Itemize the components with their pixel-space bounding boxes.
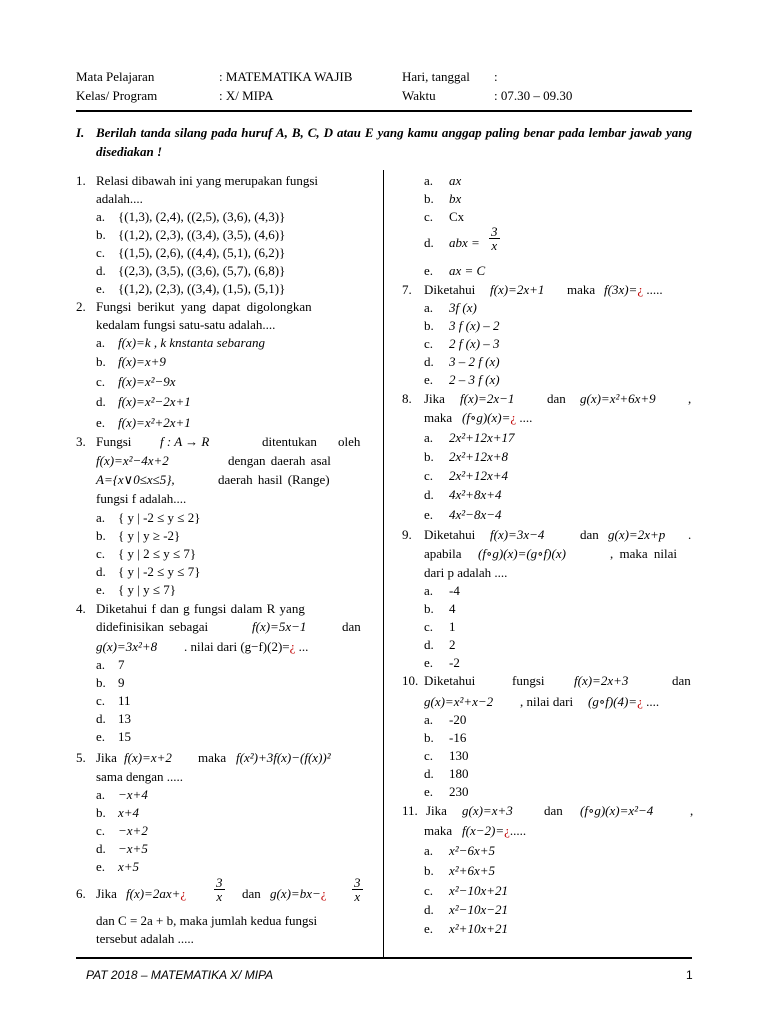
- question-math: f(x)=2x+3: [574, 673, 629, 688]
- question-text: dengan daerah asal: [228, 453, 331, 468]
- question-text: , nilai dari: [520, 694, 574, 709]
- question-text: .: [688, 527, 692, 542]
- question-stem: kedalam fungsi satu-satu adalah....: [96, 317, 276, 332]
- question-text: dan: [547, 391, 566, 406]
- subject-value: : MATEMATIKA WAJIB: [219, 69, 353, 84]
- fraction: $\frac{3}{x}$: [491, 224, 498, 253]
- instruction-number: I.: [76, 125, 85, 140]
- question-text: sama dengan .....: [96, 769, 184, 784]
- question-text: Jika: [426, 803, 447, 818]
- question-text: apabila: [424, 546, 462, 561]
- question-text: dan: [672, 673, 691, 688]
- question-text: Fungsi: [96, 434, 132, 449]
- question-text: . nilai dari (g−f)(2)=¿ ...: [184, 639, 309, 654]
- question-math: (f∘g)(x)=(g∘f)(x): [478, 546, 566, 561]
- question-math: (f∘g)(x)=x²−4: [580, 803, 654, 818]
- question-text: tersebut adalah .....: [96, 931, 194, 946]
- question-math: f(x)=2x−1: [460, 391, 515, 406]
- question-text: dan: [242, 886, 261, 901]
- question-number: 8.: [402, 391, 412, 406]
- time-value: : 07.30 – 09.30: [494, 88, 573, 103]
- header-divider: [76, 110, 692, 112]
- question-text: dan: [342, 619, 361, 634]
- question-text: ,: [688, 391, 692, 406]
- question-text: fungsi: [512, 673, 545, 688]
- class-value: : X/ MIPA: [219, 88, 274, 103]
- question-text: didefinisikan sebagai: [96, 619, 209, 634]
- question-math: g(x)=x²+6x+9: [580, 391, 656, 406]
- question-stem: Relasi dibawah ini yang merupakan fungsi: [96, 173, 319, 188]
- question-number: 6.: [76, 886, 86, 901]
- question-number: 5.: [76, 750, 86, 765]
- day-label: Hari, tanggal: [402, 69, 470, 84]
- question-text: oleh: [338, 434, 361, 449]
- question-text: Diketahui: [424, 527, 476, 542]
- subject-label: Mata Pelajaran: [76, 69, 155, 84]
- question-text: maka: [198, 750, 227, 765]
- question-math: g(x)=x²+x−2: [424, 694, 494, 709]
- question-number: 11.: [402, 803, 418, 818]
- question-number: 1.: [76, 173, 86, 188]
- question-math: g(x)=bx−¿: [270, 886, 327, 901]
- question-stem: adalah....: [96, 191, 143, 206]
- question-math: g(x)=2x+p: [608, 527, 666, 542]
- page-number: 1: [686, 968, 693, 982]
- question-math: A={x∨0≤x≤5},: [96, 472, 175, 487]
- fraction: $\frac{3}{x}$: [216, 875, 223, 904]
- question-text: dan: [580, 527, 599, 542]
- question-math: f(x)=3x−4: [490, 527, 545, 542]
- question-math: (f∘g)(x)=¿ ....: [462, 410, 533, 425]
- question-math: f(x)=x+2: [124, 750, 172, 765]
- footer-title: PAT 2018 – MATEMATIKA X/ MIPA: [86, 968, 274, 982]
- question-math: g(x)=x+3: [462, 803, 513, 818]
- question-text: dari p adalah ....: [424, 565, 508, 580]
- question-math: f(x)=2ax+¿: [126, 886, 187, 901]
- question-number: 9.: [402, 527, 412, 542]
- question-math: f(x)=5x−1: [252, 619, 307, 634]
- question-text: ,: [690, 803, 694, 818]
- question-number: 7.: [402, 282, 412, 297]
- question-text: Jika: [96, 750, 117, 765]
- class-label: Kelas/ Program: [76, 88, 158, 103]
- column-divider: [383, 170, 384, 958]
- question-text: ditentukan: [262, 434, 317, 449]
- time-label: Waktu: [402, 88, 436, 103]
- question-text: daerah hasil (Range): [218, 472, 330, 487]
- question-text: maka: [567, 282, 596, 297]
- question-text: Jika: [424, 391, 445, 406]
- question-text: , maka nilai: [610, 546, 678, 561]
- question-text: Diketahui: [424, 673, 476, 688]
- question-text: Jika: [96, 886, 117, 901]
- day-value: :: [494, 69, 498, 84]
- question-text: maka: [424, 823, 453, 838]
- footer-divider: [76, 957, 692, 959]
- question-number: 4.: [76, 601, 86, 616]
- question-text: dan: [544, 803, 563, 818]
- question-number: 10.: [402, 673, 419, 688]
- question-text: Diketahui f dan g fungsi dalam R yang: [96, 601, 305, 616]
- fraction: $\frac{3}{x}$: [354, 875, 361, 904]
- question-math: f : A → R: [160, 434, 210, 449]
- instruction-text: Berilah tanda silang pada huruf A, B, C, D atau E yang kamu anggap paling benar pada lembar jawab yang disediakan !: [96, 125, 692, 159]
- question-math: g(x)=3x²+8: [96, 639, 158, 654]
- question-text: maka: [424, 410, 453, 425]
- question-math: f(3x)=¿ .....: [604, 282, 663, 297]
- question-text: dan C = 2a + b, maka jumlah kedua fungsi: [96, 913, 318, 928]
- question-text: fungsi f adalah....: [96, 491, 187, 506]
- question-math: f(x)=2x+1: [490, 282, 545, 297]
- question-text: Diketahui: [424, 282, 476, 297]
- question-math: f(x−2)=¿.....: [462, 823, 527, 838]
- question-math: (g∘f)(4)=¿ ....: [588, 694, 660, 709]
- question-math: f(x)=x²−4x+2: [96, 453, 169, 468]
- question-math: f(x²)+3f(x)−(f(x))²: [236, 750, 331, 765]
- question-number: 3.: [76, 434, 86, 449]
- question-number: 2.: [76, 299, 86, 314]
- question-stem: Fungsi berikut yang dapat digolongkan: [96, 299, 312, 314]
